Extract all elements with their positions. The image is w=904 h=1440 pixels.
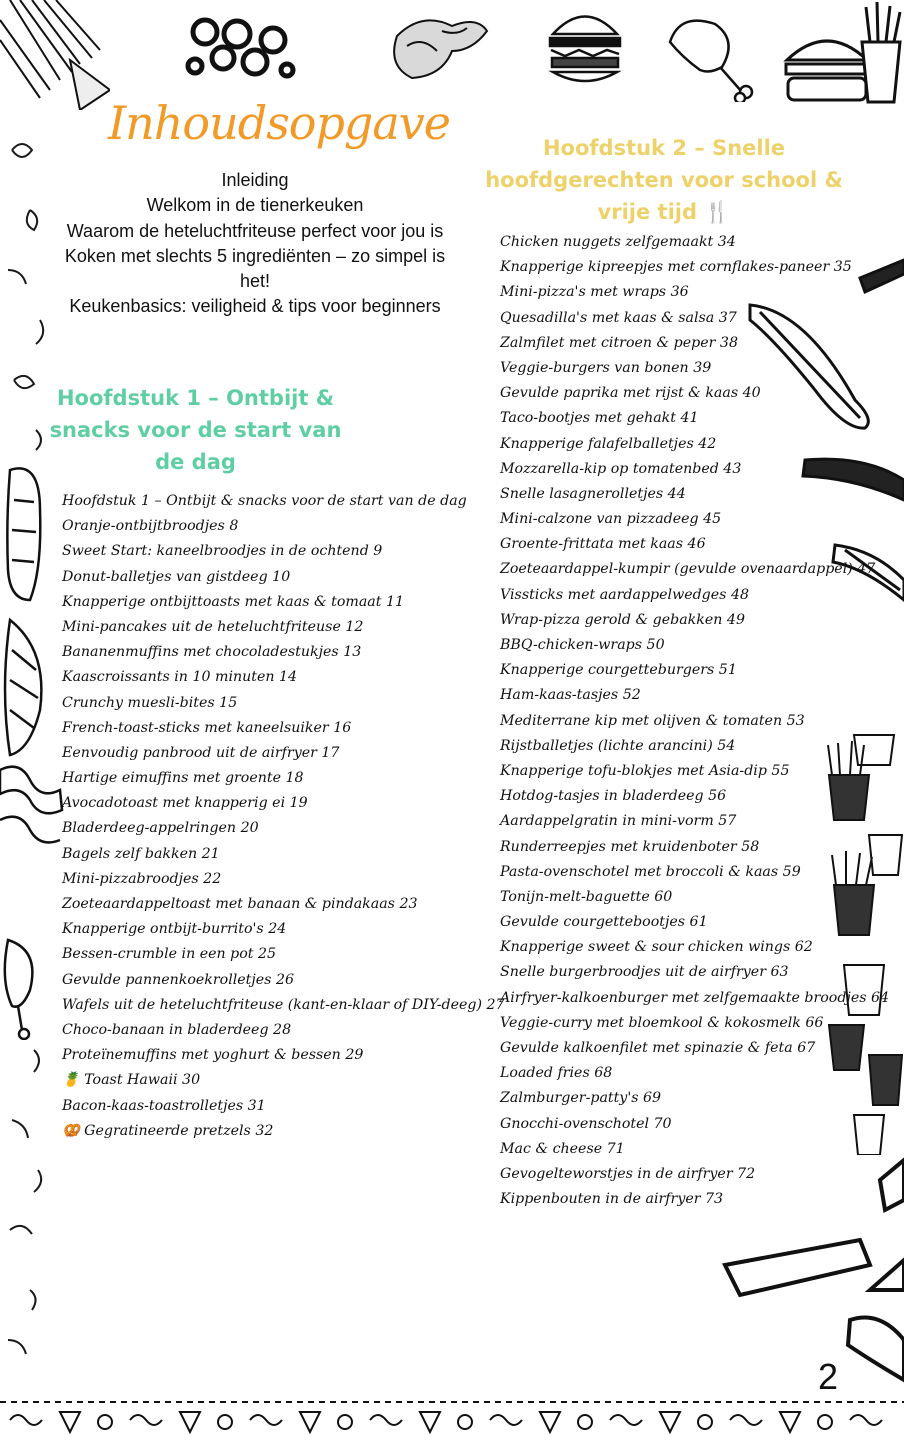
bacon-illustration (0, 760, 70, 850)
chapter-1-item: 🍍 Toast Hawaii 30 (62, 1072, 201, 1089)
burger-illustration (545, 4, 625, 89)
chapter-1-item: Crunchy muesli-bites 15 (62, 694, 238, 711)
chapter-2-item: Kippenbouten in de airfryer 73 (500, 1191, 724, 1208)
chapter-1-item: Gevulde pannenkoekrolletjes 26 (62, 971, 295, 988)
chapter-1-item: Bagels zelf bakken 21 (62, 845, 220, 862)
intro-line: Waarom de heteluchtfriteuse perfect voor jou is (66, 220, 444, 241)
page-title: Inhoudsopgave (108, 96, 451, 150)
chapter-1-item: Knapperige ontbijt-burrito's 24 (62, 921, 287, 938)
chapter-2-item: Wrap-pizza gerold & gebakken 49 (500, 611, 745, 628)
chapter-2-item: Snelle burgerbroodjes uit de airfryer 63 (500, 964, 789, 981)
chapter-2-item: BBQ-chicken-wraps 50 (500, 637, 665, 653)
chapter-2-item: Zoeteaardappel-kumpir (gevulde ovenaardappel) 47 (500, 561, 876, 578)
intro-line: Inleiding (221, 170, 289, 190)
chapter-1-item: Eenvoudig panbrood uit de airfryer 17 (62, 744, 340, 761)
chapter-1-item: Proteïnemuffins met yoghurt & bessen 29 (62, 1047, 364, 1064)
chapter-1-heading: Hoofdstuk 1 – Ontbijt & snacks voor de start van de dag (49, 386, 342, 474)
chapter-2-item: Mediterrane kip met olijven & tomaten 53 (500, 712, 805, 729)
chapter-1-item: 🥨 Gegratineerde pretzels 32 (62, 1122, 274, 1139)
chapter-2-item: Vissticks met aardappelwedges 48 (500, 586, 750, 603)
chapter-2-item: Gevogelteworstjes in de airfryer 72 (500, 1165, 756, 1182)
chapter-1-item: Bananenmuffins met chocoladestukjes 13 (62, 644, 362, 661)
chapter-2-item: Gevulde courgettebootjes 61 (500, 914, 708, 931)
chapter-1-item: Hoofdstuk 1 – Ontbijt & snacks voor de start van de dag (62, 493, 467, 509)
chapter-1-item: Oranje-ontbijtbroodjes 8 (62, 518, 239, 535)
chapter-1-item: Kaascroissants in 10 minuten 14 (62, 669, 298, 686)
chapter-2-item: Veggie-burgers van bonen 39 (500, 359, 712, 376)
chapter-2-item: Zalmfilet met citroen & peper 38 (500, 334, 738, 351)
chapter-1-item: Bacon-kaas-toastrolletjes 31 (62, 1097, 266, 1114)
chapter-2-item: Mini-calzone van pizzadeeg 45 (500, 511, 722, 528)
chapter-2-item: Knapperige courgetteburgers 51 (500, 662, 737, 679)
chapter-1-item: Donut-balletjes van gistdeeg 10 (62, 568, 291, 585)
chapter-1-item: Bladerdeeg-appelringen 20 (62, 820, 259, 837)
burger-fries-icon (782, 2, 904, 107)
chapter-2-item: Taco-bootjes met gehakt 41 (500, 410, 699, 427)
fries-illustration-top-left (0, 0, 110, 110)
bottom-pattern-border (0, 1390, 904, 1440)
chapter-2-item: Groente-frittata met kaas 46 (500, 536, 706, 553)
chapter-2-item: Airfryer-kalkoenburger met zelfgemaakte broodjes 64 (500, 989, 890, 1006)
chapter-2-item: Hotdog-tasjes in bladerdeeg 56 (500, 788, 727, 805)
chapter-1-item: Mini-pizzabroodjes 22 (62, 870, 222, 887)
chapter-2-item: Tonijn-melt-baguette 60 (500, 888, 673, 905)
chapter-2-heading: Hoofdstuk 2 – Snelle hoofdgerechten voor school & vrije tijd 🍴 (485, 136, 843, 224)
chapter-2-item: Chicken nuggets zelfgemaakt 34 (500, 234, 736, 250)
chapter-2-item: Pasta-ovenschotel met broccoli & kaas 59 (500, 863, 801, 880)
intro-line: Keukenbasics: veiligheid & tips voor beginners (69, 296, 441, 317)
chapter-2-item: Knapperige kipreepjes met cornflakes-paneer 35 (500, 259, 852, 276)
chapter-2-item: Gevulde kalkoenfilet met spinazie & feta 67 (500, 1040, 816, 1056)
intro-section (55, 168, 455, 320)
chapter-1-item: Wafels uit de heteluchtfriteuse (kant-en-klaar of DIY-deeg) 27 (62, 996, 505, 1013)
chapter-2-item: Zalmburger-patty's 69 (500, 1090, 662, 1107)
chapter-1-item: Sweet Start: kaneelbroodjes in de ochtend 9 (62, 543, 383, 560)
chapter-1-item: French-toast-sticks met kaneelsuiker 16 (62, 719, 352, 736)
chapter-1-item: Hartige eimuffins met groente 18 (62, 770, 304, 787)
chapter-2-item: Mozzarella-kip op tomatenbed 43 (500, 460, 742, 477)
chapter-2-item: Mini-pizza's met wraps 36 (500, 284, 689, 301)
chapter-2-item: Knapperige tofu-blokjes met Asia-dip 55 (500, 762, 790, 779)
chapter-2-item: Veggie-curry met bloemkool & kokosmelk 66 (500, 1014, 824, 1031)
onion-rings-illustration (175, 12, 305, 84)
chapter-1-item: Mini-pancakes uit de heteluchtfriteuse 12 (62, 618, 364, 635)
chapter-1-item: Knapperige ontbijttoasts met kaas & tomaat 11 (62, 593, 405, 610)
chapter-2-item: Aardappelgratin in mini-vorm 57 (500, 813, 737, 830)
intro-line: Welkom in de tienerkeuken (146, 195, 364, 216)
sausage-illustration (0, 450, 50, 610)
chapter-2-item: Gnocchi-ovenschotel 70 (500, 1115, 672, 1132)
chicken-wings-illustration (382, 6, 497, 86)
drumstick-small-illustration (0, 930, 45, 1040)
chapter-2-item: Runderreepjes met kruidenboter 58 (500, 838, 760, 855)
chapter-2-item: Gevulde paprika met rijst & kaas 40 (500, 385, 761, 402)
chapter-1-item: Avocadotoast met knapperig ei 19 (62, 795, 308, 812)
chapter-2-item: Quesadilla's met kaas & salsa 37 (500, 309, 737, 326)
chapter-1-item: Choco-banaan in bladerdeeg 28 (62, 1021, 292, 1038)
chapter-2-item: Loaded fries 68 (500, 1065, 613, 1082)
chapter-2-item: Knapperige falafelballetjes 42 (500, 435, 717, 452)
intro-line: Koken met slechts 5 ingrediënten – zo simpel is het! (64, 245, 446, 292)
chapter-1-list (62, 489, 505, 1144)
drumstick-illustration (660, 12, 760, 102)
chapter-2-item: Ham-kaas-tasjes 52 (500, 687, 641, 704)
page-number: 2 (817, 1356, 838, 1397)
chapter-2-item: Rijstballetjes (lichte arancini) 54 (500, 737, 736, 754)
chapter-2-item: Mac & cheese 71 (500, 1140, 625, 1157)
chapter-2-list (500, 230, 889, 1212)
chapter-2-item: Knapperige sweet & sour chicken wings 62 (500, 939, 813, 956)
fish-illustration (0, 610, 55, 760)
chapter-2-item: Snelle lasagnerolletjes 44 (500, 485, 686, 502)
chapter-1-item: Zoeteaardappeltoast met banaan & pindakaas 23 (62, 896, 418, 912)
chapter-1-item: Bessen-crumble in een pot 25 (62, 946, 277, 963)
